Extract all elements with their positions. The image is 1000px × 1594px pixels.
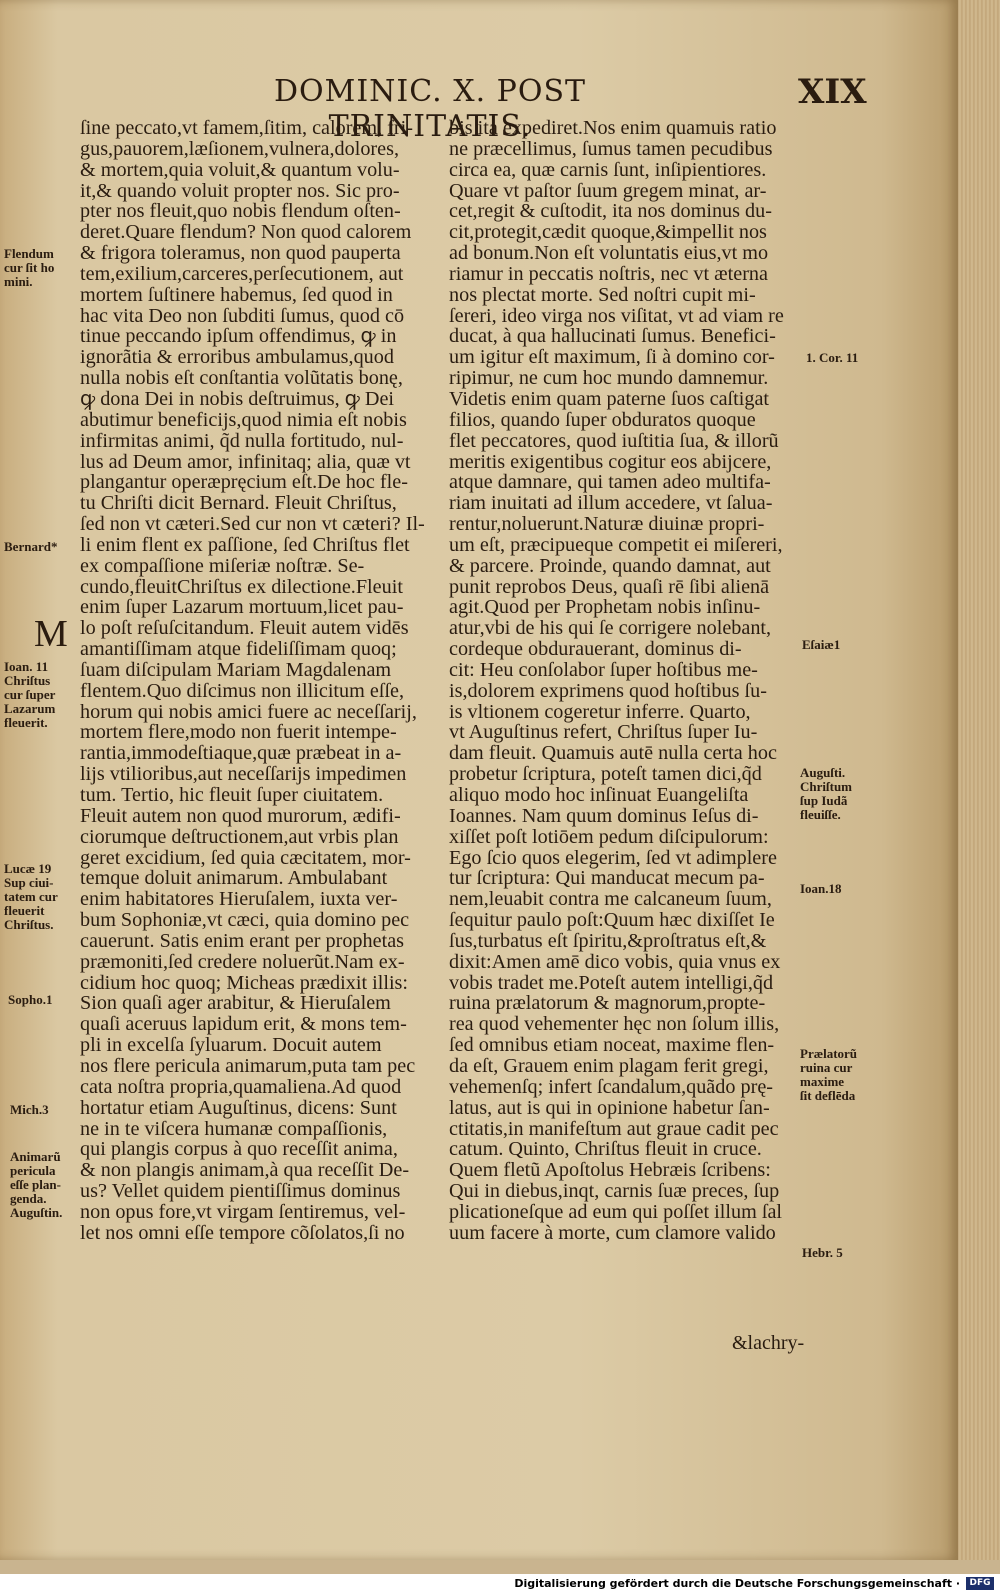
text-line: bum Sophoniæ,vt cæci, quia domino pec — [80, 909, 410, 932]
margin-note-line: 1. Cor. 11 — [806, 350, 859, 365]
text-line: lijs vtilioribus,aut neceſſarijs impedimen — [80, 763, 407, 786]
text-line: ſereri, ideo virga nos viſitat, vt ad viam re — [449, 304, 784, 327]
text-line: Fleuit autem non quod murorum, ædifi- — [80, 804, 401, 827]
initial-letter: M — [34, 613, 68, 655]
margin-note-line: ruina cur — [800, 1060, 853, 1075]
text-line: lus ad Deum amor, infinitaq; alia, quæ vt — [80, 450, 411, 473]
text-line: hac vita Deo non ſubditi ſumus, quod cō — [80, 304, 405, 327]
text-line: ruina prælatorum & magnorum,propte- — [449, 992, 766, 1015]
text-line: qui plangis corpus à quo receſſit anima, — [80, 1138, 398, 1161]
text-line: cata noſtra propria,quamaliena.Ad quod — [80, 1075, 402, 1098]
margin-note-line: Prælatorũ — [800, 1046, 858, 1061]
text-line: uum facere à morte, cum clamore valido — [449, 1221, 776, 1244]
margin-note-line: Chriſtus — [4, 673, 51, 688]
margin-note-line: maxime — [800, 1074, 845, 1089]
margin-note-line: Bernard* — [4, 539, 58, 554]
margin-note-line: Mich.3 — [10, 1102, 49, 1117]
text-line: ſequitur paulo poſt:Quum hæc dixiſſet Ie — [449, 909, 775, 932]
margin-note-line: cur ſit ho — [4, 260, 55, 275]
text-line: tum. Tertio, hic fleuit ſuper ciuitatem. — [80, 784, 384, 806]
footer-bar — [0, 1574, 1000, 1594]
text-line: cauerunt. Satis enim erant per prophetas — [80, 929, 405, 952]
text-line: ctitatis,in manifeſtum aut graue cadit pec — [449, 1117, 779, 1140]
text-line: catum. Quinto, Chriſtus fleuit in cruce. — [449, 1138, 762, 1161]
text-line: non opus fore,vt virgam ſentiremus, vel- — [80, 1200, 406, 1223]
margin-note-line: Chriſtum — [800, 779, 852, 794]
text-line: geret excidium, ſed quia cæcitatem, mor- — [80, 846, 411, 869]
text-line: enim habitatores Hieruſalem, iuxta ver- — [80, 888, 398, 911]
text-line: latus, aut is qui in opinione habetur ſan- — [449, 1096, 770, 1119]
text-line: Quem fletũ Apoſtolus Hebræis ſcribens: — [449, 1159, 771, 1182]
text-line: ciorumque deſtructionem,aut vrbis plan — [80, 825, 399, 848]
text-line: Sion quaſi ager arabitur, & Hieruſalem — [80, 992, 391, 1015]
text-line: ſed omnibus etiam noceat, maxime flen- — [449, 1034, 775, 1057]
text-line: gus,pauorem,læſionem,vulnera,dolores, — [80, 137, 400, 160]
text-line: amantiſſimam atque fideliſſimam quoq; — [80, 638, 397, 661]
margin-note-left — [10, 1103, 49, 1117]
margin-note-line: cur ſuper — [4, 687, 56, 702]
text-line: plicationeſque ad eum qui poſſet illum ſal — [449, 1200, 783, 1223]
text-line: rea quod vehementer hęc non ſolum illis, — [449, 1013, 780, 1036]
margin-note-left — [4, 247, 54, 289]
text-line: mortem flere,modo non fuerit intempe- — [80, 721, 397, 744]
text-line: cidium hoc quoq; Micheas prædixit illis: — [80, 971, 409, 994]
dfg-logo: DFG — [966, 1577, 994, 1590]
text-line: dam fleuit. Quamuis autē nulla certa hoc — [449, 742, 777, 765]
text-line: vobis tradet me.Poteſt autem intelligi,q̃d — [449, 971, 774, 994]
text-line: tur ſcriptura: Qui manducat mecum pa- — [449, 867, 765, 890]
text-line: Videtis enim quam paterne ſuos caſtigat — [449, 387, 770, 410]
text-line: filios, quando ſuper obduratos quoque — [449, 408, 756, 431]
text-line: um eſt, præcipueque competit ei miſereri, — [449, 533, 783, 556]
margin-note-line: Hebr. 5 — [802, 1245, 843, 1260]
text-line: dixit:Amen amē dico vobis, quia vnus ex — [449, 950, 781, 973]
text-line: Ioannes. Nam quum dominus Ieſus di- — [449, 804, 759, 827]
text-line: ignorãtia & erroribus ambulamus,quod — [80, 346, 394, 369]
text-line: vehemenſq; infert ſcandalum,quãdo prę- — [449, 1075, 773, 1098]
text-line: xiſſet poſt lotiōem pedum diſcipulorum: — [449, 825, 769, 848]
text-line: riam inuitati ad illum accedere, vt ſalua- — [449, 492, 773, 515]
text-line: vt Auguſtinus refert, Chriſtus ſuper Iu- — [449, 721, 758, 744]
margin-note-left — [4, 540, 57, 554]
text-line: atur,vbi de his qui ſe corrigere nolebant, — [449, 617, 772, 640]
left-text-column — [80, 118, 430, 1244]
margin-note-line: Flendum — [4, 246, 54, 261]
text-line: is,dolorem exprimens quod hoſtibus ſu- — [449, 679, 767, 702]
margin-note-right — [802, 638, 840, 652]
text-line: & non plangis animam,à qua receſſit De- — [80, 1159, 410, 1182]
text-line: flet peccatores, quod iuſtitia ſua, & illorũ — [449, 429, 779, 452]
text-line: horum qui nobis amici fuere ac neceſſarij, — [80, 700, 417, 723]
margin-note-line: eſſe plan- — [10, 1177, 61, 1192]
text-line: tu Chriſti dicit Bernard. Fleuit Chriſtus, — [80, 492, 397, 515]
margin-note-line: Animarũ — [10, 1149, 61, 1164]
margin-note-line: Auguſtin. — [10, 1205, 63, 1220]
margin-note-line: Ioan. 11 — [4, 659, 49, 674]
text-line: Ego ſcio quos elegerim, ſed vt adimplere — [449, 846, 777, 869]
text-line: ꝙ dona Dei in nobis deſtruimus, ꝙ Dei — [80, 387, 395, 410]
margin-note-left — [4, 660, 55, 730]
text-line: rantia,immodeſtiaque,quæ præbeat in a- — [80, 742, 402, 765]
text-line: it,& quando voluit propter nos. Sic pro- — [80, 179, 400, 202]
margin-note-line: Sup ciui- — [4, 875, 54, 890]
margin-note-line: genda. — [10, 1191, 47, 1206]
text-line: nos plectat morte. Sed noſtri cupit mi- — [449, 283, 756, 306]
text-line: cordeque obdurauerant, dominus di- — [449, 638, 742, 661]
text-line: ne in te viſcera humanæ compaſſionis, — [80, 1117, 388, 1140]
margin-note-left — [4, 862, 58, 932]
text-line: cundo,fleuitChriſtus ex dilectione.Fleuit — [80, 575, 403, 598]
text-line: infirmitas animi, q̃d nulla fortitudo, nul- — [80, 429, 404, 452]
page-edge — [958, 0, 1000, 1560]
text-line: Qui in diebus,inqt, carnis ſuæ preces, ſup — [449, 1180, 780, 1203]
running-head: DOMINIC. X. POST TRINITATIS. — [273, 74, 587, 144]
text-line: & parcere. Proinde, quando damnat, aut — [449, 554, 771, 577]
text-line: deret.Quare flendum? Non quod calorem — [80, 221, 412, 244]
text-line: ſus,turbatus eſt ſpiritu,&proſtratus eſt,& — [449, 929, 767, 952]
footer-credit: Digitalisierung gefördert durch die Deutsche Forschungsgemeinschaft · — [514, 1577, 960, 1590]
text-line: hortatur etiam Auguſtinus, dicens: Sunt — [80, 1096, 397, 1119]
text-line: mortem ſuſtinere habemus, ſed quod in — [80, 283, 393, 306]
text-line: probetur ſcriptura, poteſt tamen dici,q̃d — [449, 763, 762, 786]
margin-note-line: mini. — [4, 274, 33, 289]
text-line: quaſi aceruus lapidum erit, & mons tem- — [80, 1013, 407, 1036]
text-line: pli in excelſa ſyluarum. Docuit autem — [80, 1034, 382, 1057]
text-line: is vltionem cogeretur inferre. Quarto, — [449, 700, 751, 723]
text-line: & frigora toleramus, non quod pauperta — [80, 242, 401, 265]
text-line: & mortem,quia voluit,& quantum volu- — [80, 158, 400, 181]
text-line: pter nos fleuit,quo nobis flendum oſten- — [80, 200, 401, 223]
margin-note-left — [10, 1150, 62, 1220]
text-line: ad bonum.Non eſt voluntatis eius,vt mo — [449, 242, 769, 265]
text-line: plangantur operæpręcium eſt.De hoc fle- — [80, 471, 408, 494]
text-line: aliquo modo hoc inſinuat Euangeliſta — [449, 784, 749, 806]
text-line: abutimur beneficijs,quod nimia eſt nobis — [80, 408, 407, 431]
right-text-column — [449, 118, 799, 1244]
margin-note-line: Lucæ 19 — [4, 861, 52, 876]
folio-number: XIX — [798, 72, 867, 112]
text-line: ducat, à qua hallucinati ſumus. Benefici- — [449, 325, 776, 348]
text-line: Quare vt paſtor ſuum gregem minat, ar- — [449, 179, 767, 202]
text-line: lo poſt reſuſcitandum. Fleuit autem vidēs — [80, 617, 409, 640]
margin-note-line: Eſaiæ1 — [802, 637, 841, 652]
text-line: agit.Quod per Prophetam nobis inſinu- — [449, 596, 761, 619]
text-line: punit reprobos Deus, quaſi rē ſibi alienā — [449, 575, 770, 598]
text-line: nos flere pericula animarum,puta tam pec — [80, 1054, 416, 1077]
margin-note-line: ſup Iudã — [800, 793, 848, 808]
margin-note-right — [800, 766, 852, 822]
margin-note-right — [806, 351, 858, 365]
text-line: circa ea, quæ carnis ſunt, inſipientiores. — [449, 158, 767, 181]
margin-note-line: pericula — [10, 1163, 56, 1178]
text-line: rentur,noluerunt.Naturæ diuinæ propri- — [449, 513, 765, 536]
margin-note-left — [8, 993, 52, 1007]
margin-note-line: Chriſtus. — [4, 917, 54, 932]
margin-note-line: Auguſti. — [800, 765, 846, 780]
text-line: ſed non vt cæteri.Sed cur non vt cæteri? Il- — [80, 513, 425, 536]
margin-note-line: fleuerit. — [4, 715, 48, 730]
text-line: ex compaſſione miſeriæ noſtræ. Se- — [80, 554, 365, 577]
text-line: tem,exilium,carceres,perſecutionem, aut — [80, 262, 404, 285]
text-line: ſine peccato,vt famem,ſitim, calorem, fri- — [80, 117, 413, 139]
text-line: riamur in peccatis noſtris, nec vt æterna — [449, 262, 768, 285]
text-line: enim ſuper Lazarum mortuum,licet pau- — [80, 596, 404, 619]
text-line: li enim flent ex paſſione, ſed Chriſtus flet — [80, 533, 410, 556]
text-line: cit: Heu conſolabor ſuper hoſtibus me- — [449, 658, 758, 681]
text-line: cet,regit & cuſtodit, ita nos dominus du- — [449, 200, 772, 223]
margin-note-line: fleuiſſe. — [800, 807, 841, 822]
text-line: let nos omni eſſe tempore cõſolatos,ſi no — [80, 1221, 405, 1244]
text-line: nem,leuabit contra me calcaneum ſuum, — [449, 888, 772, 911]
text-line: ſuam diſcipulam Mariam Magdalenam — [80, 658, 392, 681]
text-line: tinue peccando ipſum offendimus, ꝙ in — [80, 325, 397, 348]
text-line: flentem.Quo diſcimus non illicitum eſſe, — [80, 679, 405, 702]
margin-note-right — [802, 1246, 843, 1260]
text-line: temque doluit animarum. Ambulabant — [80, 867, 388, 890]
text-line: da eſt, Grauem enim plagam ferit gregi, — [449, 1054, 769, 1077]
text-line: us? Vellet quidem pientiſſimus dominus — [80, 1180, 401, 1203]
text-line: cit,protegit,cædit quoque,&impellit nos — [449, 221, 767, 244]
margin-note-line: ſit deflēda — [800, 1088, 856, 1103]
text-line: nulla nobis eſt conſtantia volũtatis bonę, — [80, 367, 403, 390]
text-line: um igitur eſt maximum, ſi à domino cor- — [449, 346, 775, 369]
text-line: ripimur, ne cum hoc mundo damnemur. — [449, 367, 769, 390]
catchword: &lachry- — [732, 1332, 805, 1354]
text-line: præmoniti,ſed credere noluerũt.Nam ex- — [80, 950, 405, 973]
margin-note-right — [800, 1047, 857, 1103]
text-line: meritis exigentibus cogitur eos abijcere, — [449, 450, 772, 473]
margin-note-line: tatem cur — [4, 889, 58, 904]
margin-note-line: Ioan.18 — [800, 881, 842, 896]
margin-note-right — [800, 882, 842, 896]
margin-note-line: Sopho.1 — [8, 992, 53, 1007]
text-line: atque damnare, qui tamen adeo multifa- — [449, 471, 771, 494]
margin-note-line: fleuerit — [4, 903, 45, 918]
text-line: ne præcellimus, ſumus tamen pecudibus — [449, 137, 773, 160]
text-line: bis ita expediret.Nos enim quamuis ratio — [449, 117, 777, 139]
margin-note-line: Lazarum — [4, 701, 56, 716]
